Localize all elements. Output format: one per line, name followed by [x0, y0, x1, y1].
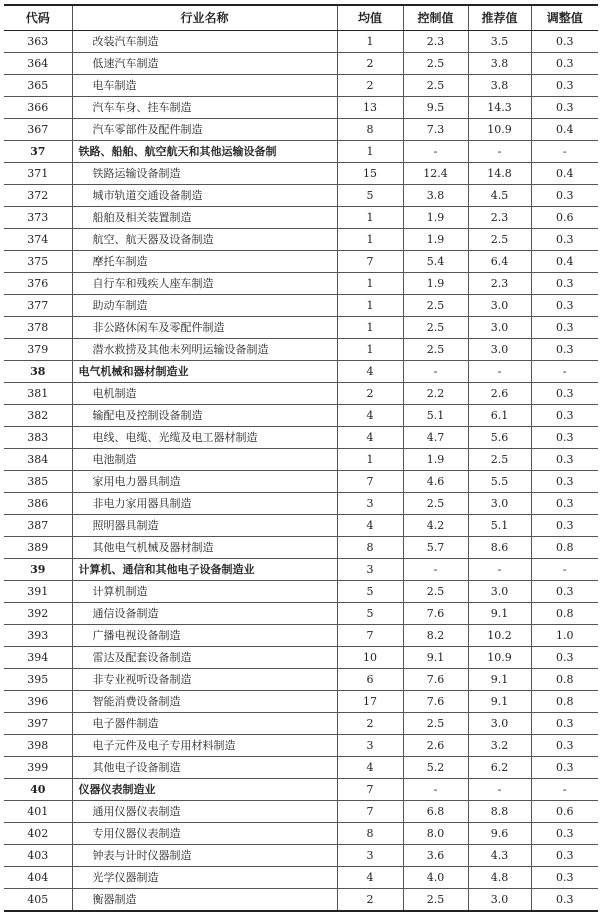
table-row	[4, 647, 598, 669]
cell-control: 2.5	[403, 889, 468, 912]
table-row	[4, 317, 598, 339]
cell-recommend: 2.5	[468, 449, 531, 471]
cell-avg: 4	[337, 757, 403, 779]
cell-avg: 7	[337, 471, 403, 493]
cell-avg: 1	[337, 295, 403, 317]
cell-recommend: 4.8	[468, 867, 531, 889]
cell-industry-name: 汽车车身、挂车制造	[72, 97, 337, 119]
cell-adjust: 0.3	[531, 515, 598, 537]
table-row	[4, 31, 598, 53]
cell-control: 7.3	[403, 119, 468, 141]
table-row	[4, 713, 598, 735]
cell-code: 386	[4, 493, 72, 515]
cell-code: 387	[4, 515, 72, 537]
cell-control: 12.4	[403, 163, 468, 185]
cell-adjust: 0.3	[531, 383, 598, 405]
table-row	[4, 801, 598, 823]
cell-code: 39	[4, 559, 72, 581]
cell-recommend: 3.0	[468, 295, 531, 317]
table-row	[4, 339, 598, 361]
cell-adjust: 0.3	[531, 427, 598, 449]
table-row	[4, 867, 598, 889]
cell-control: 9.1	[403, 647, 468, 669]
cell-code: 40	[4, 779, 72, 801]
header-code: 代码	[4, 5, 72, 31]
cell-adjust: -	[531, 559, 598, 581]
cell-adjust: 0.3	[531, 581, 598, 603]
cell-industry-name: 非公路休闲车及零配件制造	[72, 317, 337, 339]
cell-code: 366	[4, 97, 72, 119]
cell-industry-name: 电子器件制造	[72, 713, 337, 735]
cell-recommend: 2.3	[468, 207, 531, 229]
cell-recommend: 5.1	[468, 515, 531, 537]
cell-control: 2.2	[403, 383, 468, 405]
cell-industry-name: 通用仪器仪表制造	[72, 801, 337, 823]
cell-code: 384	[4, 449, 72, 471]
cell-industry-name: 电机制造	[72, 383, 337, 405]
cell-industry-name: 电池制造	[72, 449, 337, 471]
cell-recommend: 6.2	[468, 757, 531, 779]
cell-adjust: 0.3	[531, 295, 598, 317]
cell-recommend: 3.0	[468, 317, 531, 339]
cell-code: 383	[4, 427, 72, 449]
cell-code: 363	[4, 31, 72, 53]
cell-avg: 4	[337, 361, 403, 383]
table-row	[4, 75, 598, 97]
cell-control: 8.2	[403, 625, 468, 647]
header-row	[4, 5, 598, 31]
cell-industry-name: 钟表与计时仪器制造	[72, 845, 337, 867]
cell-industry-name: 摩托车制造	[72, 251, 337, 273]
cell-avg: 1	[337, 207, 403, 229]
cell-control: 7.6	[403, 603, 468, 625]
cell-code: 365	[4, 75, 72, 97]
table-row	[4, 427, 598, 449]
cell-industry-name: 汽车零部件及配件制造	[72, 119, 337, 141]
cell-industry-name: 通信设备制造	[72, 603, 337, 625]
cell-adjust: 0.8	[531, 603, 598, 625]
cell-industry-name: 电子元件及电子专用材料制造	[72, 735, 337, 757]
cell-adjust: 0.4	[531, 251, 598, 273]
cell-avg: 2	[337, 383, 403, 405]
cell-control: 2.5	[403, 713, 468, 735]
cell-industry-name: 计算机、通信和其他电子设备制造业	[72, 559, 337, 581]
cell-adjust: -	[531, 141, 598, 163]
cell-control: 2.6	[403, 735, 468, 757]
cell-code: 398	[4, 735, 72, 757]
header-avg: 均值	[337, 5, 403, 31]
cell-adjust: 0.3	[531, 229, 598, 251]
cell-recommend: 9.1	[468, 603, 531, 625]
cell-adjust: 0.3	[531, 339, 598, 361]
cell-control: -	[403, 559, 468, 581]
table-row	[4, 185, 598, 207]
table-row	[4, 515, 598, 537]
cell-recommend: 3.5	[468, 31, 531, 53]
cell-industry-name: 衡器制造	[72, 889, 337, 912]
table-row	[4, 471, 598, 493]
cell-code: 391	[4, 581, 72, 603]
cell-code: 364	[4, 53, 72, 75]
cell-code: 382	[4, 405, 72, 427]
cell-recommend: -	[468, 779, 531, 801]
table-row	[4, 273, 598, 295]
cell-control: 2.5	[403, 339, 468, 361]
header-name: 行业名称	[72, 5, 337, 31]
cell-code: 397	[4, 713, 72, 735]
cell-industry-name: 家用电力器具制造	[72, 471, 337, 493]
header-adjust: 调整值	[531, 5, 598, 31]
cell-control: 4.6	[403, 471, 468, 493]
cell-industry-name: 专用仪器仪表制造	[72, 823, 337, 845]
cell-recommend: 3.0	[468, 713, 531, 735]
cell-code: 373	[4, 207, 72, 229]
cell-industry-name: 改装汽车制造	[72, 31, 337, 53]
cell-recommend: 5.5	[468, 471, 531, 493]
cell-industry-name: 雷达及配套设备制造	[72, 647, 337, 669]
cell-adjust: 0.3	[531, 75, 598, 97]
cell-avg: 8	[337, 119, 403, 141]
cell-industry-name: 铁路运输设备制造	[72, 163, 337, 185]
cell-code: 371	[4, 163, 72, 185]
cell-avg: 7	[337, 251, 403, 273]
cell-adjust: 0.3	[531, 823, 598, 845]
table-row	[4, 295, 598, 317]
cell-code: 393	[4, 625, 72, 647]
cell-adjust: 0.3	[531, 757, 598, 779]
cell-control: -	[403, 141, 468, 163]
cell-recommend: 10.9	[468, 119, 531, 141]
cell-recommend: 8.6	[468, 537, 531, 559]
cell-code: 394	[4, 647, 72, 669]
cell-adjust: 0.3	[531, 31, 598, 53]
cell-control: 1.9	[403, 449, 468, 471]
cell-adjust: 0.3	[531, 647, 598, 669]
table-row	[4, 449, 598, 471]
cell-recommend: -	[468, 559, 531, 581]
cell-adjust: 0.3	[531, 273, 598, 295]
cell-industry-name: 广播电视设备制造	[72, 625, 337, 647]
cell-avg: 6	[337, 669, 403, 691]
cell-recommend: 3.0	[468, 581, 531, 603]
cell-adjust: 0.4	[531, 119, 598, 141]
cell-code: 399	[4, 757, 72, 779]
cell-code: 372	[4, 185, 72, 207]
cell-code: 379	[4, 339, 72, 361]
cell-avg: 2	[337, 713, 403, 735]
cell-control: 7.6	[403, 669, 468, 691]
cell-code: 38	[4, 361, 72, 383]
cell-control: 2.5	[403, 581, 468, 603]
cell-adjust: 0.3	[531, 317, 598, 339]
cell-control: 2.5	[403, 317, 468, 339]
cell-adjust: 0.3	[531, 405, 598, 427]
cell-industry-name: 仪器仪表制造业	[72, 779, 337, 801]
cell-adjust: -	[531, 361, 598, 383]
cell-avg: 4	[337, 515, 403, 537]
cell-avg: 4	[337, 405, 403, 427]
cell-avg: 1	[337, 317, 403, 339]
cell-recommend: 3.8	[468, 75, 531, 97]
header-control: 控制值	[403, 5, 468, 31]
cell-adjust: 0.8	[531, 691, 598, 713]
table-row	[4, 207, 598, 229]
table-row	[4, 735, 598, 757]
cell-avg: 1	[337, 31, 403, 53]
cell-adjust: 0.3	[531, 845, 598, 867]
table-row	[4, 845, 598, 867]
cell-adjust: 0.8	[531, 537, 598, 559]
cell-avg: 17	[337, 691, 403, 713]
cell-avg: 7	[337, 625, 403, 647]
cell-avg: 5	[337, 603, 403, 625]
table-row	[4, 603, 598, 625]
industry-table	[4, 4, 598, 912]
cell-adjust: 0.6	[531, 801, 598, 823]
cell-control: 3.6	[403, 845, 468, 867]
table-row	[4, 823, 598, 845]
cell-avg: 4	[337, 427, 403, 449]
cell-code: 376	[4, 273, 72, 295]
cell-adjust: 1.0	[531, 625, 598, 647]
cell-control: 2.5	[403, 493, 468, 515]
cell-adjust: 0.3	[531, 713, 598, 735]
table-row	[4, 229, 598, 251]
cell-industry-name: 潜水救捞及其他未列明运输设备制造	[72, 339, 337, 361]
cell-recommend: 8.8	[468, 801, 531, 823]
cell-control: 4.7	[403, 427, 468, 449]
cell-recommend: 6.1	[468, 405, 531, 427]
cell-industry-name: 非专业视听设备制造	[72, 669, 337, 691]
cell-control: 3.8	[403, 185, 468, 207]
cell-code: 367	[4, 119, 72, 141]
cell-avg: 5	[337, 185, 403, 207]
cell-recommend: 3.8	[468, 53, 531, 75]
cell-adjust: 0.3	[531, 867, 598, 889]
cell-code: 374	[4, 229, 72, 251]
cell-avg: 10	[337, 647, 403, 669]
cell-avg: 5	[337, 581, 403, 603]
cell-avg: 3	[337, 493, 403, 515]
cell-recommend: 2.5	[468, 229, 531, 251]
cell-avg: 15	[337, 163, 403, 185]
cell-control: 5.1	[403, 405, 468, 427]
cell-recommend: 3.0	[468, 339, 531, 361]
cell-code: 377	[4, 295, 72, 317]
cell-avg: 1	[337, 141, 403, 163]
cell-control: 1.9	[403, 207, 468, 229]
cell-avg: 3	[337, 845, 403, 867]
table-row	[4, 669, 598, 691]
cell-recommend: 5.6	[468, 427, 531, 449]
cell-adjust: 0.6	[531, 207, 598, 229]
cell-adjust: 0.3	[531, 449, 598, 471]
cell-recommend: 3.2	[468, 735, 531, 757]
cell-recommend: 6.4	[468, 251, 531, 273]
cell-code: 405	[4, 889, 72, 912]
cell-avg: 1	[337, 273, 403, 295]
cell-recommend: 4.3	[468, 845, 531, 867]
cell-recommend: 9.1	[468, 669, 531, 691]
cell-industry-name: 低速汽车制造	[72, 53, 337, 75]
cell-recommend: -	[468, 361, 531, 383]
cell-control: 5.2	[403, 757, 468, 779]
cell-code: 396	[4, 691, 72, 713]
table-row	[4, 383, 598, 405]
cell-recommend: 9.6	[468, 823, 531, 845]
cell-industry-name: 输配电及控制设备制造	[72, 405, 337, 427]
cell-adjust: 0.3	[531, 97, 598, 119]
cell-avg: 3	[337, 559, 403, 581]
cell-code: 395	[4, 669, 72, 691]
cell-code: 401	[4, 801, 72, 823]
cell-control: 5.4	[403, 251, 468, 273]
cell-adjust: 0.3	[531, 889, 598, 912]
cell-adjust: 0.3	[531, 53, 598, 75]
cell-recommend: 4.5	[468, 185, 531, 207]
cell-recommend: 2.6	[468, 383, 531, 405]
cell-code: 37	[4, 141, 72, 163]
table-row	[4, 581, 598, 603]
cell-control: 5.7	[403, 537, 468, 559]
cell-control: 9.5	[403, 97, 468, 119]
cell-code: 404	[4, 867, 72, 889]
cell-control: 2.3	[403, 31, 468, 53]
cell-recommend: 9.1	[468, 691, 531, 713]
cell-avg: 1	[337, 339, 403, 361]
cell-control: 1.9	[403, 273, 468, 295]
table-row	[4, 163, 598, 185]
cell-industry-name: 电车制造	[72, 75, 337, 97]
table-row	[4, 53, 598, 75]
cell-industry-name: 电线、电缆、光缆及电工器材制造	[72, 427, 337, 449]
cell-avg: 8	[337, 537, 403, 559]
cell-adjust: 0.3	[531, 735, 598, 757]
cell-code: 402	[4, 823, 72, 845]
table-row	[4, 625, 598, 647]
cell-industry-name: 铁路、船舶、航空航天和其他运输设备制	[72, 141, 337, 163]
category-row	[4, 779, 598, 801]
cell-recommend: -	[468, 141, 531, 163]
cell-recommend: 3.0	[468, 493, 531, 515]
cell-recommend: 14.8	[468, 163, 531, 185]
table-row	[4, 493, 598, 515]
cell-recommend: 2.3	[468, 273, 531, 295]
cell-industry-name: 非电力家用器具制造	[72, 493, 337, 515]
table-row	[4, 251, 598, 273]
cell-adjust: 0.8	[531, 669, 598, 691]
cell-adjust: 0.3	[531, 185, 598, 207]
cell-industry-name: 智能消费设备制造	[72, 691, 337, 713]
table-row	[4, 97, 598, 119]
cell-control: 4.2	[403, 515, 468, 537]
cell-control: 4.0	[403, 867, 468, 889]
table-row	[4, 537, 598, 559]
cell-recommend: 10.9	[468, 647, 531, 669]
category-row	[4, 361, 598, 383]
category-row	[4, 559, 598, 581]
cell-code: 403	[4, 845, 72, 867]
cell-industry-name: 电气机械和器材制造业	[72, 361, 337, 383]
table-row	[4, 757, 598, 779]
table-body	[4, 31, 598, 912]
category-row	[4, 141, 598, 163]
cell-adjust: -	[531, 779, 598, 801]
cell-industry-name: 其他电气机械及器材制造	[72, 537, 337, 559]
cell-control: 2.5	[403, 53, 468, 75]
table-row	[4, 691, 598, 713]
cell-avg: 7	[337, 779, 403, 801]
header-recommend: 推荐值	[468, 5, 531, 31]
cell-adjust: 0.3	[531, 493, 598, 515]
cell-avg: 2	[337, 53, 403, 75]
cell-recommend: 10.2	[468, 625, 531, 647]
cell-industry-name: 船舶及相关装置制造	[72, 207, 337, 229]
cell-code: 378	[4, 317, 72, 339]
cell-industry-name: 自行车和残疾人座车制造	[72, 273, 337, 295]
cell-industry-name: 城市轨道交通设备制造	[72, 185, 337, 207]
cell-industry-name: 光学仪器制造	[72, 867, 337, 889]
cell-code: 392	[4, 603, 72, 625]
cell-control: 8.0	[403, 823, 468, 845]
cell-industry-name: 照明器具制造	[72, 515, 337, 537]
cell-control: 2.5	[403, 75, 468, 97]
cell-avg: 13	[337, 97, 403, 119]
cell-adjust: 0.4	[531, 163, 598, 185]
cell-industry-name: 航空、航天器及设备制造	[72, 229, 337, 251]
cell-avg: 2	[337, 75, 403, 97]
cell-industry-name: 其他电子设备制造	[72, 757, 337, 779]
cell-code: 385	[4, 471, 72, 493]
cell-avg: 8	[337, 823, 403, 845]
cell-control: 7.6	[403, 691, 468, 713]
cell-code: 381	[4, 383, 72, 405]
cell-industry-name: 助动车制造	[72, 295, 337, 317]
cell-code: 389	[4, 537, 72, 559]
cell-control: -	[403, 779, 468, 801]
cell-industry-name: 计算机制造	[72, 581, 337, 603]
cell-avg: 1	[337, 229, 403, 251]
table-row	[4, 889, 598, 912]
cell-avg: 1	[337, 449, 403, 471]
cell-control: 1.9	[403, 229, 468, 251]
cell-control: 2.5	[403, 295, 468, 317]
cell-adjust: 0.3	[531, 471, 598, 493]
cell-recommend: 14.3	[468, 97, 531, 119]
cell-avg: 4	[337, 867, 403, 889]
table-row	[4, 405, 598, 427]
cell-avg: 3	[337, 735, 403, 757]
cell-avg: 7	[337, 801, 403, 823]
cell-control: -	[403, 361, 468, 383]
cell-recommend: 3.0	[468, 889, 531, 912]
cell-avg: 2	[337, 889, 403, 912]
cell-code: 375	[4, 251, 72, 273]
cell-control: 6.8	[403, 801, 468, 823]
table-row	[4, 119, 598, 141]
